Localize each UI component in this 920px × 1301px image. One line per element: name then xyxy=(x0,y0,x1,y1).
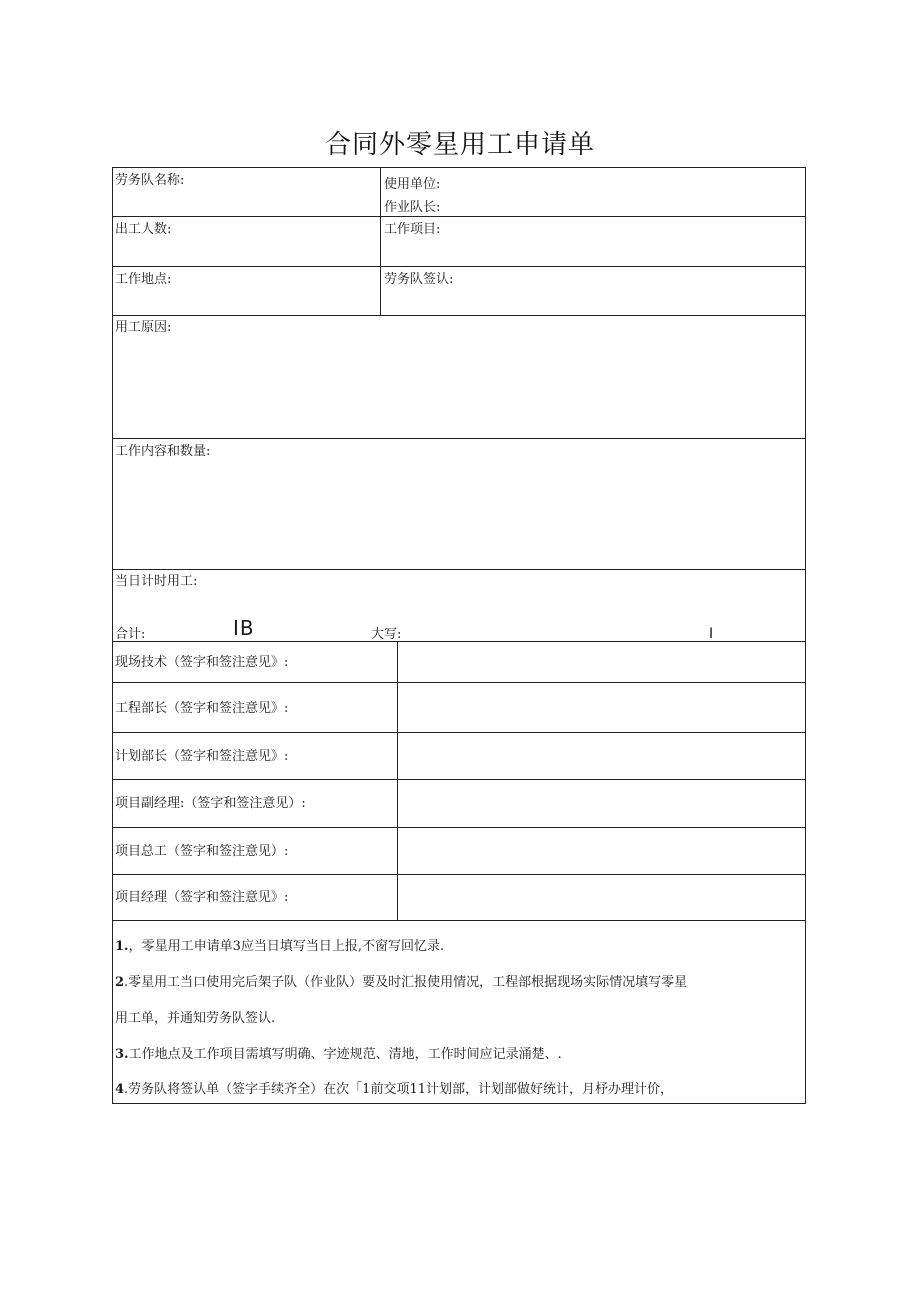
signoff-project-manager: 项目经理（签字和签注意见》: xyxy=(115,890,289,905)
daily-time-labor-label: 当日计时用工: xyxy=(115,574,198,589)
worker-count-label: 出工人数: xyxy=(115,222,172,237)
note-item xyxy=(115,1082,673,1098)
work-location-label: 工作地点: xyxy=(115,272,172,287)
note-text: .劳务队将签认单（签字手续齐全）在次「1前交项11计划部，计划部做好统计，月杼办理计价， xyxy=(124,1082,673,1097)
note-item xyxy=(115,975,687,991)
form-title: 合同外零星用工申请单 xyxy=(324,130,595,160)
uppercase-label: 大写: xyxy=(371,627,402,642)
row-divider xyxy=(113,216,805,217)
requisition-form xyxy=(112,167,806,1104)
row-divider xyxy=(113,920,805,921)
note-number: 4 xyxy=(115,1082,125,1097)
row-divider xyxy=(113,827,805,828)
team-leader-label: 作业队长: xyxy=(384,200,441,215)
row-divider xyxy=(113,315,805,316)
signoff-planning-head: 计划部长（签字和签注意见》: xyxy=(115,749,289,764)
signoff-site-technical: 现场技术（签字和签注意见》: xyxy=(115,655,289,670)
row-divider xyxy=(113,874,805,875)
note-text: ，零星用工申请单3应当日填写当日上报,不窗写回忆录. xyxy=(128,939,445,954)
note-number: 1. xyxy=(115,939,129,954)
note-text: 工作地点及工作项目需填写明确、字迹规范、清地，工作时间应记录涌楚、. xyxy=(128,1047,562,1062)
total-label: 合计: xyxy=(115,627,146,642)
note-text: 用工单，并通知劳务队签认. xyxy=(115,1011,276,1026)
note-number: 3. xyxy=(115,1047,129,1062)
column-divider xyxy=(397,641,398,920)
row-divider xyxy=(113,682,805,683)
using-unit-label: 使用单位: xyxy=(384,177,441,192)
note-number: 2 xyxy=(115,975,125,990)
note-item xyxy=(115,1011,275,1027)
row-divider xyxy=(113,641,805,642)
content-quantity-label: 工作内容和数量: xyxy=(115,444,211,459)
total-value: IB xyxy=(233,616,255,640)
row-divider xyxy=(113,438,805,439)
row-divider xyxy=(113,732,805,733)
work-item-label: 工作项目: xyxy=(384,222,441,237)
labor-team-name-label: 劳务队名称: xyxy=(115,173,185,188)
note-item xyxy=(115,1047,562,1063)
row-divider xyxy=(113,266,805,267)
note-item xyxy=(115,939,444,955)
column-divider xyxy=(380,168,381,315)
row-divider xyxy=(113,779,805,780)
reason-label: 用工原因: xyxy=(115,320,172,335)
uppercase-value: I xyxy=(709,626,714,642)
signoff-engineering-head: 工程部长（签字和签注意见》: xyxy=(115,701,289,716)
row-divider xyxy=(113,569,805,570)
note-text: .零星用工当口使用完后架子队（作业队）要及时汇报使用情况，工程部根据现场实际情况填写零星 xyxy=(124,975,688,990)
signoff-chief-engineer: 项目总工（签字和签注意见）: xyxy=(115,844,289,859)
labor-team-sign-label: 劳务队签认: xyxy=(384,272,454,287)
signoff-deputy-manager: 项目副经理:（签字和签注意见）: xyxy=(115,796,306,811)
